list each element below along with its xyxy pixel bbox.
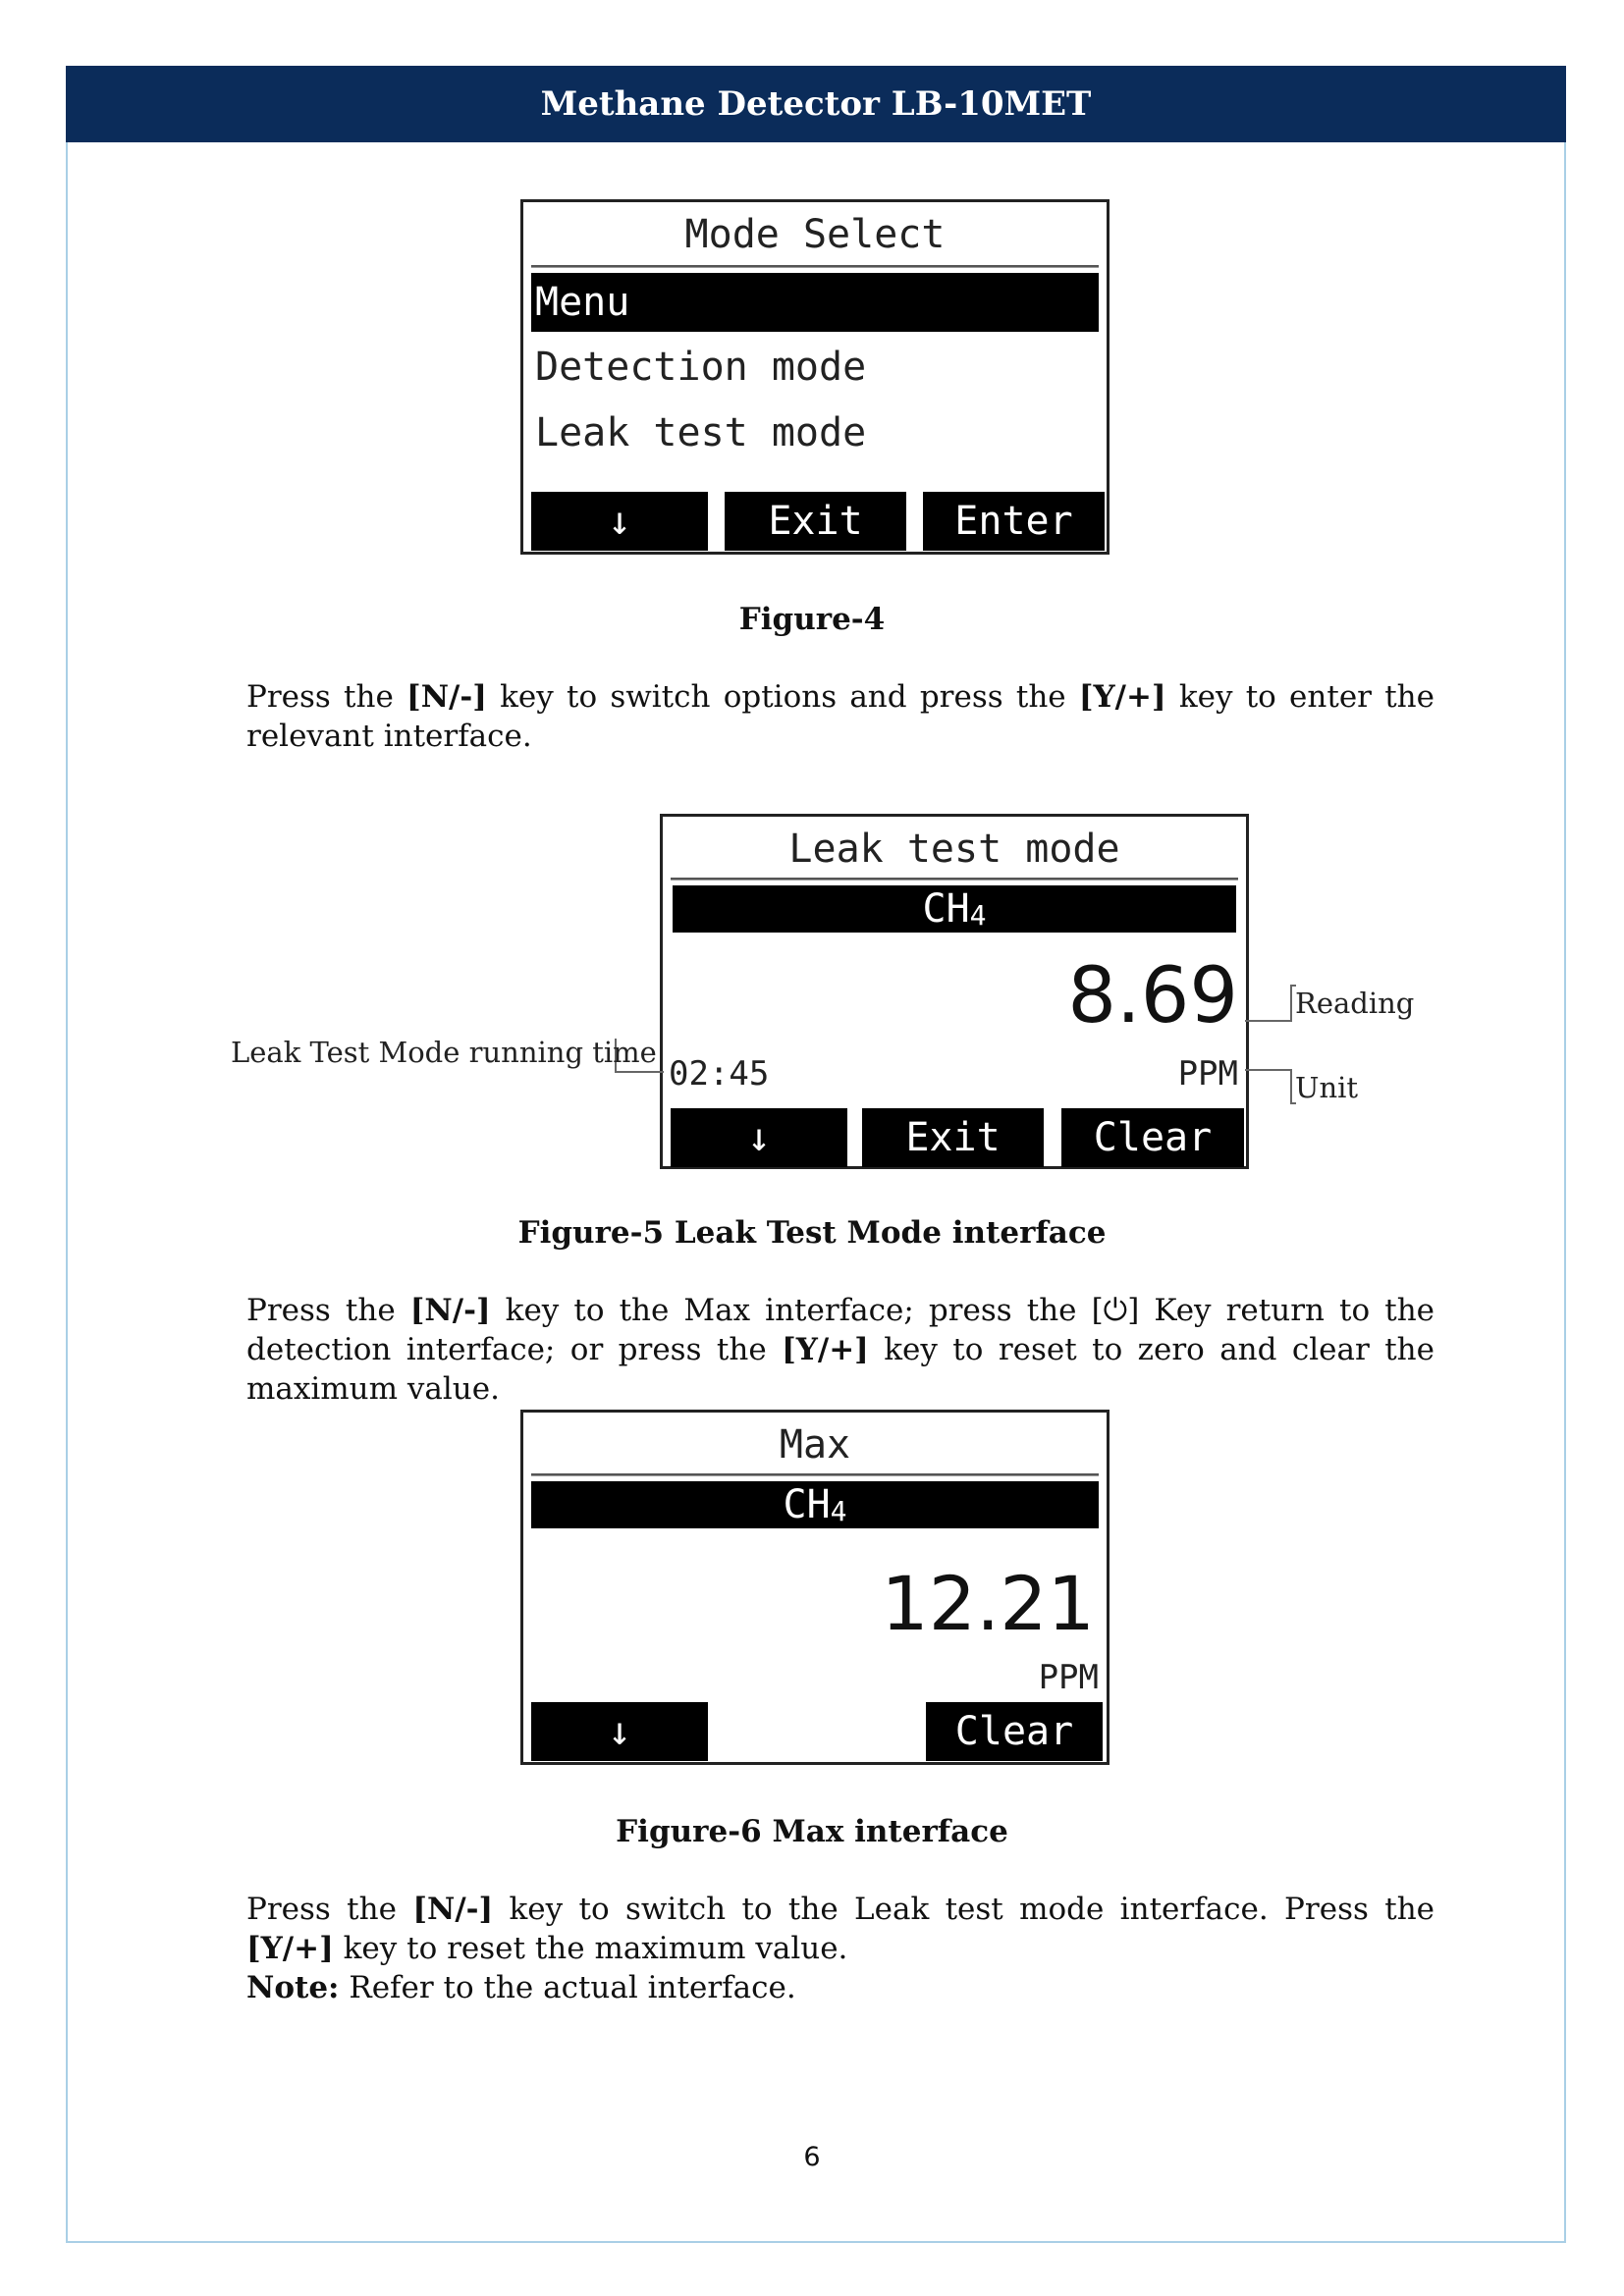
running-time: 02:45 [669, 1054, 770, 1094]
gas-name: CH [783, 1482, 831, 1527]
down-arrow-softkey [531, 1702, 708, 1761]
note-paragraph [246, 1968, 1435, 2007]
menu-item-detection: Detection mode [535, 345, 867, 390]
clear-softkey [926, 1702, 1103, 1761]
key-n-minus: [N/-] [406, 679, 487, 715]
paragraph-2: Press the [N/-] key to the Max interface; press the [⏻] Key return to the detection interface; or press the [Y/+] key to reset to zero and clear the maximum value. [246, 1293, 1435, 1407]
exit-label: Exit [905, 1115, 1001, 1160]
menu-item-label: Menu [535, 280, 630, 325]
figure-5-caption: Figure-5 Leak Test Mode interface [517, 1215, 1107, 1251]
down-arrow-icon: ↓ [607, 499, 632, 544]
note-label: Note: [246, 1970, 340, 2005]
gas-bar [531, 1481, 1099, 1528]
gas-subscript: 4 [969, 898, 987, 932]
screen-title: Mode Select [684, 212, 946, 257]
key-n-minus: [N/-] [409, 1293, 491, 1328]
gas-subscript: 4 [830, 1494, 847, 1527]
clear-label: Clear [954, 1709, 1074, 1754]
unit-label: PPM [1177, 1054, 1238, 1094]
power-icon: ⏻ [1103, 1293, 1128, 1328]
figure-6-caption: Figure-6 Max interface [616, 1814, 1008, 1849]
screen-title: Leak test mode [788, 827, 1120, 872]
page-number: 6 [803, 2142, 821, 2172]
reading-callout: Reading [1295, 987, 1415, 1020]
key-n-minus: [N/-] [412, 1892, 494, 1927]
figure-4-caption: Figure-4 [738, 602, 886, 637]
enter-label: Enter [954, 499, 1073, 544]
exit-label: Exit [768, 499, 863, 544]
down-arrow-icon: ↓ [607, 1709, 632, 1754]
gas-name: CH [922, 886, 970, 932]
running-time-callout: Leak Test Mode running time [231, 1036, 657, 1069]
key-y-plus: [Y/+] [1078, 679, 1166, 715]
paragraph-1: Press the [N/-] key to switch options and press the [Y/+] key to enter the relevant interface. [246, 679, 1435, 754]
document-title: Methane Detector LB-10MET [540, 84, 1092, 124]
down-arrow-icon: ↓ [746, 1115, 772, 1160]
unit-label: PPM [1038, 1658, 1099, 1697]
paragraph-3: Press the [N/-] key to switch to the Leak test mode interface. Press the [Y/+] key to reset the maximum value. [246, 1892, 1435, 1966]
note-text: Refer to the actual interface. [339, 1970, 796, 2005]
clear-label: Clear [1093, 1115, 1213, 1160]
screen-title: Max [779, 1422, 851, 1468]
reading-value: 8.69 [1067, 952, 1238, 1041]
max-reading-value: 12.21 [881, 1560, 1095, 1647]
menu-item-leak-test: Leak test mode [535, 410, 867, 455]
key-y-plus: [Y/+] [782, 1332, 869, 1367]
unit-callout: Unit [1295, 1071, 1359, 1104]
max-screen [520, 1410, 1110, 1765]
key-y-plus: [Y/+] [246, 1931, 334, 1966]
